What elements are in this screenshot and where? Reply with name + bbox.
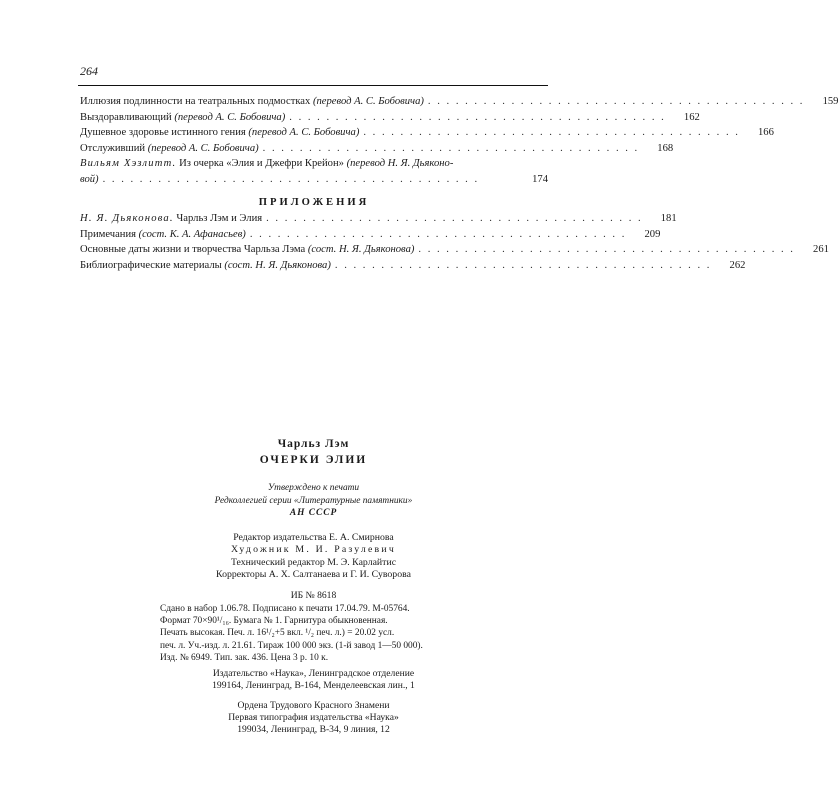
toc-item: Душевное здоровье истинного гения (перевод А. С. Бобовича) . . . 166 <box>80 127 548 143</box>
book-title: ОЧЕРКИ ЭЛИИ <box>259 454 368 466</box>
toc-page: 261 <box>813 244 829 255</box>
toc-page: 174 <box>532 173 548 185</box>
editorial-staff <box>0 532 627 582</box>
toc-item: Отслуживший (перевод А. С. Бобовича) . . . 168 <box>80 143 548 159</box>
publisher-address: Издательство «Наука», Ленинградское отделение 199164, Ленинград, В-164, Менделеевская лин., 1 <box>212 668 415 692</box>
toc-page: 209 <box>644 228 661 240</box>
colophon <box>0 438 627 601</box>
dot-leader <box>424 96 805 107</box>
approval-note: Утверждено к печати Редколлегией серии «Литературные памятники» АН СССР <box>214 483 413 518</box>
dot-leader <box>259 143 640 154</box>
dot-leader <box>285 112 666 123</box>
print-details: Сдано в набор 1.06.78. Подписано к печати 17.04.79. М-05764. Формат 70×90¹/₁₆. Бумага № 1. Гарнитура обыкновенная. Печать высокая. Печ. л. 16¹/₂+5 вкл. ¹/₂ печ. л.) = 20.02 усл. печ. л. Уч.-изд. л. 21.61. Тираж 100 000 экз. (1-й завод 1—50 000). Изд. № 6949. Тип. зак. 436. Цена 3 р. 10 к. <box>160 604 423 663</box>
staff-line: Редактор издательства Е. А. Смирнова <box>233 531 394 543</box>
ib-number: ИБ № 8618 <box>290 589 337 601</box>
table-of-contents <box>80 96 838 275</box>
toc-page: 162 <box>683 111 700 123</box>
staff-line: Технический редактор М. Э. Карлайтис <box>230 556 397 568</box>
toc-item: Библиографические материалы (сост. Н. Я. Дьяконова) . . . 262 <box>80 260 548 276</box>
header-rule <box>78 85 548 86</box>
dot-leader <box>262 213 643 224</box>
dot-leader <box>359 127 740 138</box>
book-author: Чарльз Лэм <box>277 438 350 450</box>
staff-line: Художник М. И. Разулевич <box>231 544 396 555</box>
toc-item: Примечания (сост. К. А. Афанасьев) . . . 209 <box>80 229 548 245</box>
toc-item-continuation: вой) . . . 174 <box>80 174 548 190</box>
dot-leader <box>246 229 627 240</box>
toc-page: 166 <box>758 127 774 138</box>
appendix-heading: ПРИЛОЖЕНИЯ <box>258 197 370 208</box>
dot-leader <box>414 244 795 255</box>
toc-page: 168 <box>657 142 674 154</box>
toc-page: 181 <box>660 213 677 224</box>
dot-leader <box>331 260 712 271</box>
dot-leader <box>99 174 514 185</box>
toc-item: Выздоравливающий (перевод А. С. Бобовича) . . . 162 <box>80 112 548 128</box>
toc-page: 159 <box>822 96 838 107</box>
toc-item: Основные даты жизни и творчества Чарльза Лэма (сост. Н. Я. Дьяконова) . . . 261 <box>80 244 548 260</box>
toc-item: Иллюзия подлинности на театральных подмостках (перевод А. С. Бобовича) . . . 159 <box>80 96 548 112</box>
printer-address: Ордена Трудового Красного Знамени Первая типография издательства «Наука» 199034, Ленинград, В-34, 9 линия, 12 <box>228 700 399 736</box>
toc-item: Н. Я. Дьяконова. Чарльз Лэм и Элия . . . 181 <box>80 213 548 229</box>
page-number: 264 <box>80 64 98 78</box>
staff-line: Корректоры А. Х. Салтанаева и Г. И. Суворова <box>216 569 411 580</box>
toc-item: Вильям Хэзлитт. Из очерка «Элия и Джефри Крейон» (перевод Н. Я. Дьяконо- <box>80 158 454 169</box>
toc-page: 262 <box>729 259 746 271</box>
